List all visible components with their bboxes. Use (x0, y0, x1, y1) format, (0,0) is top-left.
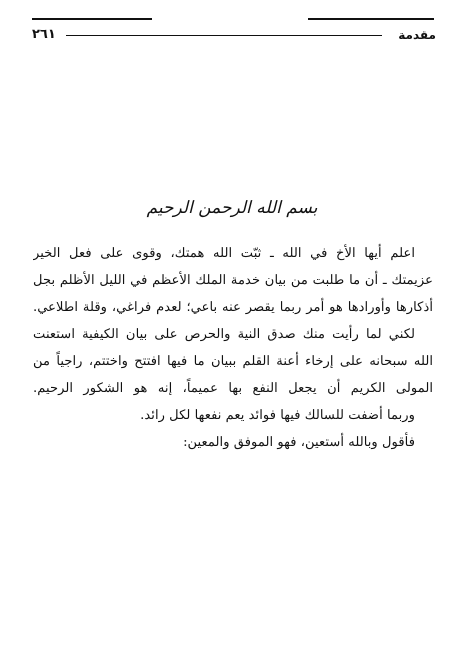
running-head: مقدمة (398, 28, 436, 42)
header-top-rule-right (308, 18, 434, 20)
paragraph-3 (33, 402, 433, 429)
text-line: المولى الكريم أن يجعل النفع بها عميماً، إنه هو الشكور الرحيم. (33, 381, 433, 396)
text-line: اعلم أيها الأخ في الله ـ ثبّت الله همتك، وقوى على فعل الخير (33, 246, 415, 261)
text-line: لكني لما رأيت منك صدق النية والحرص على بيان الكيفية استعنت (33, 327, 415, 342)
page-number: ٢٦١ (32, 27, 56, 42)
paragraph-1 (33, 240, 433, 321)
paragraph-2 (33, 321, 433, 402)
page-header (32, 24, 436, 46)
body-text (33, 240, 433, 456)
text-line: وربما أضفت للسالك فيها فوائد يعم نفعها لكل رائد. (140, 408, 415, 423)
basmala-heading: بسم الله الرحمن الرحيم (146, 198, 318, 218)
paragraph-4 (33, 429, 433, 456)
header-top-rule-left (32, 18, 152, 20)
header-rule (66, 35, 382, 36)
text-line: عزيمتك ـ أن ما طلبت من بيان خدمة الملك الأعظم في الليل الأظلم بجل (33, 273, 433, 288)
text-line: فأقول وبالله أستعين، فهو الموفق والمعين: (183, 435, 415, 450)
text-line: الله سبحانه على إرخاء أعنة القلم ببيان ما فيها افتتح واختتم، راجياً من (33, 354, 433, 369)
text-line: أذكارها وأورادها هو أمر ربما يقصر عنه باعي؛ لعدم فراغي، وقلة اطلاعي. (33, 300, 433, 315)
